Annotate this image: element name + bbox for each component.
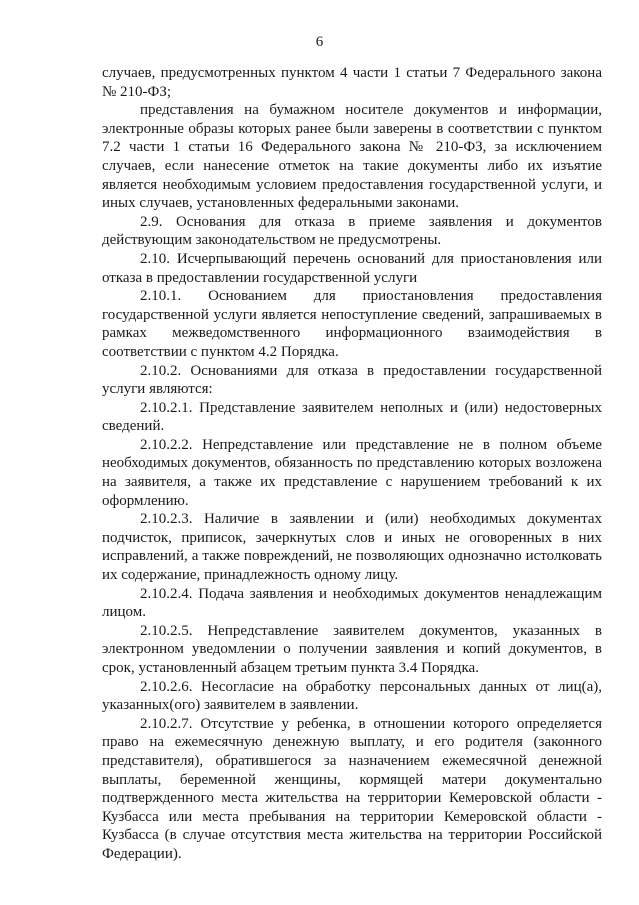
paragraph-continuation: случаев, предусмотренных пунктом 4 части 1 статьи 7 Федерального закона № 210-ФЗ;	[102, 65, 602, 100]
paragraph-2-10-2-2: 2.10.2.2. Непредставление или представление не в полном объеме необходимых документов, обязанность по представлению которых возложена на заявителя, а также их представление с нарушением требований к их оформлению.	[102, 436, 602, 509]
paragraph-2-10-1: 2.10.1. Основанием для приостановления предоставления государственной услуги является непоступление сведений, запрашиваемых в рамках межведомственного информационного взаимодействия в соответствии с пунктом 4.2 Порядка.	[102, 288, 602, 360]
paragraph-2-10: 2.10. Исчерпывающий перечень оснований для приостановления или отказа в предоставлении государственной услуги	[102, 250, 602, 286]
document-body	[102, 64, 602, 864]
paragraph-2-10-2-6: 2.10.2.6. Несогласие на обработку персональных данных от лиц(а), указанных(ого) заявителем в заявлении.	[102, 678, 602, 714]
paragraph-2-10-2-7: 2.10.2.7. Отсутствие у ребенка, в отношении которого определяется право на ежемесячную денежную выплату, и его родителя (законного представителя), обратившегося за назначением ежемесячной денежной выплаты, беременной женщины, кормящей матери документально подтвержденного места жительства на территории Кемеровской области - Кузбасса или места пребывания на территории Кемеровской области - Кузбасса (в случае отсутствия места жительства на территории Российской Федерации).	[102, 715, 602, 862]
paragraph-paper-documents: представления на бумажном носителе документов и информации, электронные образы которых ранее были заверены в соответствии с пунктом 7.2 части 1 статьи 16 Федерального закона № 210-ФЗ, за исключением случаев, если нанесение отметок на такие документы либо их изъятие является необходимым условием предоставления государственной услуги, и иных случаев, установленных федеральными законами.	[102, 102, 602, 212]
paragraph-2-10-2: 2.10.2. Основаниями для отказа в предоставлении государственной услуги являются:	[102, 362, 602, 398]
paragraph-2-9: 2.9. Основания для отказа в приеме заявления и документов действующим законодательством не предусмотрены.	[102, 213, 602, 249]
paragraph-2-10-2-3: 2.10.2.3. Наличие в заявлении и (или) необходимых документах подчисток, приписок, зачеркнутых слов и иных не оговоренных в них исправлений, а также повреждений, не позволяющих однозначно истолковать их содержание, принадлежность одному лицу.	[102, 511, 602, 584]
paragraph-2-10-2-5: 2.10.2.5. Непредставление заявителем документов, указанных в электронном уведомлении о получении заявления и копий документов, в срок, установленный абзацем третьим пункта 3.4 Порядка.	[102, 622, 602, 676]
paragraph-2-10-2-4: 2.10.2.4. Подача заявления и необходимых документов ненадлежащим лицом.	[102, 585, 602, 621]
page-number: 6	[315, 34, 324, 50]
paragraph-2-10-2-1: 2.10.2.1. Представление заявителем неполных и (или) недостоверных сведений.	[102, 399, 602, 435]
